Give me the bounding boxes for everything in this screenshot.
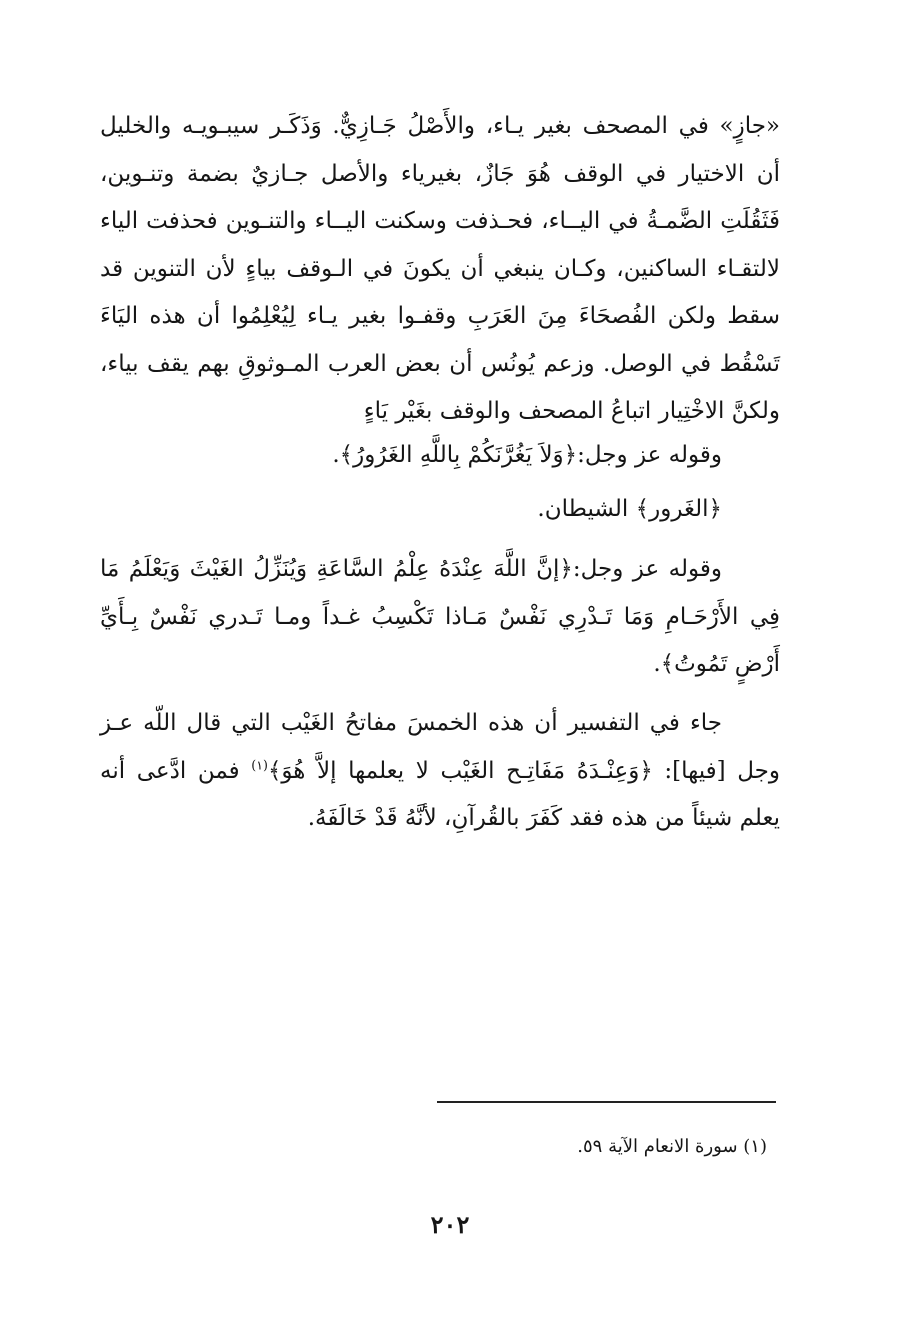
- paragraph-5: [100, 700, 780, 843]
- paragraph-1: «جازٍ» في المصحف بغير يـاء، والأَصْلُ جَـازِيٌّ. وَذَكَـر سيبـويـه والخليل أن الاختيار في الوقف هُوَ جَازٌ، بغيرياء والأصل جـازيٌ بضمة وتنـوين، فَثَقُلَتِ الضَّمـةُ في اليــاء، فحـذفت وسكنت اليــاء والتنـوين فحذفت الياء لالتقـاء الساكنين، وكـان ينبغي أن يكونَ في الـوقف بياءٍ لأن التنوين قد سقط ولكن الفُصحَاءَ مِنَ العَرَبِ وقفـوا بغير يـاء لِيُعْلِمُوا أن هذه اليَاءَ تَسْقُط في الوصل. وزعم يُونُس أن بعض العرب المـوثوقِ بهم يقف بياء، ولكنَّ الاخْتِيار اتباعُ المصحف والوقف بغَيْر يَاءٍ: [100, 113, 780, 424]
- footnote-reference-marker: (١): [251, 756, 268, 772]
- page-number: ٢٠٢: [430, 1210, 470, 1239]
- paragraph-5-text: جاء في التفسير أن هذه الخمسَ مفاتحُ الغَيْب التي قال اللّه عـز وجل [فيها]: ﴿وَعِنْـدَهُ مَفَاتِـح الغَيْب لا يعلمها إلاَّ هُوَ﴾$^{(١)}$ فمن ادَّعى أنه يعلم شيئاً من هذه فقد كَفَرَ بالقُرآنِ، لأنَّهُ قَدْ خَالَفَهُ.: [100, 710, 780, 831]
- paragraph-3: ﴿الغَرور﴾ الشيطان.: [537, 496, 722, 522]
- footnote-divider: [437, 1101, 776, 1103]
- paragraph-4: وقوله عز وجل:﴿إنَّ اللَّهَ عِنْدَهُ عِلْمُ السَّاعَةِ وَيُنَزِّلُ الغَيْثَ وَيَعْلَمُ مَا فِي الأَرْحَـامِ وَمَا تَـدْرِي نَفْسٌ مَـاذا تَكْسِبُ غـداً ومـا تَـدري نَفْسٌ بِـأَيِّ أَرْضٍ تَمُوتُ﴾.: [100, 556, 780, 677]
- footnote: (١) سورة الانعام الآية ٥٩.: [577, 1136, 767, 1157]
- paragraph-2: وقوله عز وجل:﴿وَلاَ يَغُرَّنَكُمْ بِاللَّهِ الغَرُورُ﴾.: [332, 442, 722, 468]
